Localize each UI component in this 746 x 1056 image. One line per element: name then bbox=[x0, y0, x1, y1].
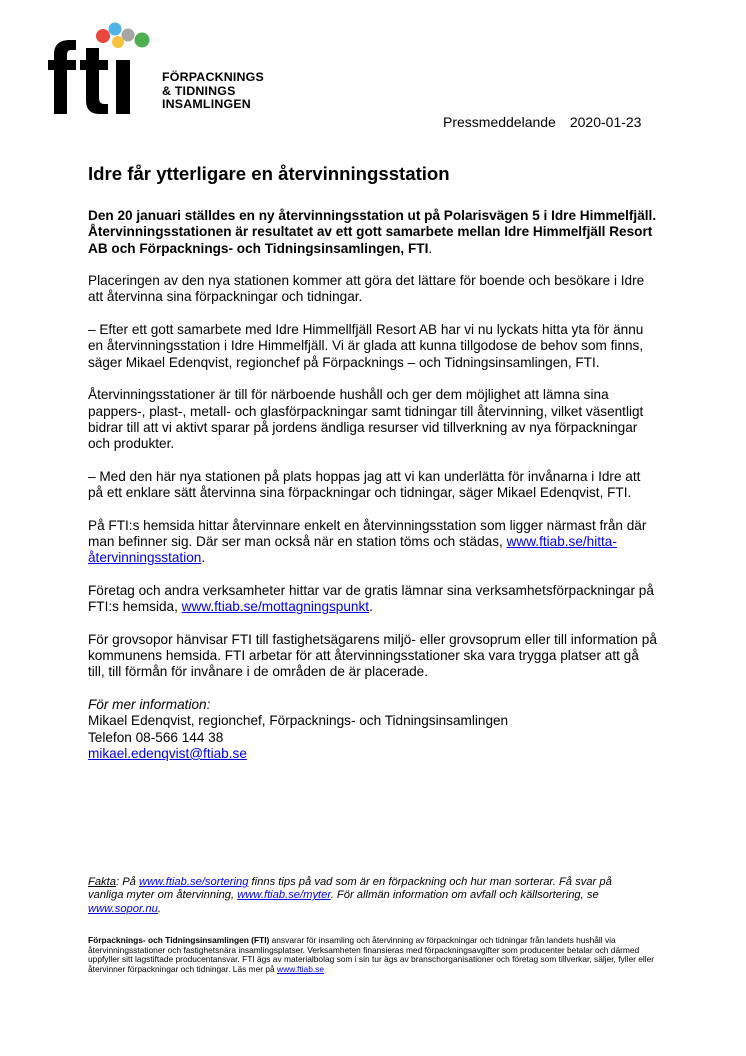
lead-paragraph bbox=[88, 208, 658, 257]
press-label: Pressmeddelande bbox=[443, 114, 556, 130]
footer-about bbox=[88, 936, 658, 974]
contact-block bbox=[88, 697, 508, 762]
page-title: Idre får ytterligare en återvinningsstation bbox=[88, 163, 450, 184]
logo-wordmark bbox=[162, 71, 264, 112]
logo-dot-blue bbox=[109, 23, 122, 36]
footer-org-name: Förpacknings- och Tidningsinsamlingen (FTI) bbox=[88, 935, 270, 945]
fakta-text-4: . bbox=[157, 902, 161, 915]
logo-line-3: INSAMLINGEN bbox=[162, 97, 251, 111]
lead-end: . bbox=[428, 240, 433, 256]
footer-text: ansvarar för insamling och återvinning av förpackningar och tidningar från landets hushåll via återvinningsstationer och fastighetsnära insamlingsplatser. Verksamheten finansieras med förpackningsavgifter som producenter betalar och därmed uppfyller sitt lagstiftade producentansvar. FTI ägs av materialbolag som i sin tur ägs av branschorganisationer och företag som tillverkar, säljer, fyller eller återvinner förpackningar och tidningar. Läs mer på bbox=[88, 935, 655, 974]
lead-text: Den 20 januari ställdes en ny återvinningsstation ut på Polarisvägen 5 i Idre Himmelfjäll. Återvinningsstationen är resultatet av ett gott samarbete mellan Idre Himmelfjäll Resort AB och Förpacknings- och Tidningsinsamlingen, FTI bbox=[88, 208, 657, 256]
article-body bbox=[88, 208, 658, 697]
fakta-note bbox=[88, 876, 648, 916]
paragraph-3: Återvinningsstationer är till för närboende hushåll och ger dem möjlighet att lämna sina pappers-, plast-, metall- och glasförpackningar samt tidningar till återvinning, vilket väsentligt bidrar till att vi aktivt sparar på jordens ändliga resurser vid tillverkning av nya förpackningar och produkter. bbox=[88, 387, 644, 452]
paragraph-1: Placeringen av den nya stationen kommer att göra det lättare för boende och besökare i Idre att återvinna sina förpackningar och tidningar. bbox=[88, 273, 645, 305]
logo-dot-yellow bbox=[112, 36, 124, 48]
contact-email-link[interactable]: mikael.edenqvist@ftiab.se bbox=[88, 745, 247, 761]
paragraph-6 bbox=[88, 583, 658, 616]
logo-line-1: FÖRPACKNINGS bbox=[162, 70, 264, 84]
fti-logo-mark bbox=[48, 22, 160, 122]
myths-link[interactable]: www.ftiab.se/myter bbox=[237, 889, 331, 902]
fakta-text-2: finns tips på vad som är en förpackning och hur man sorterar. Få svar på vanliga myter om återvinning, bbox=[88, 876, 612, 902]
paragraph-6-text: Företag och andra verksamheter hittar var de gratis lämnar sina verksamhetsförpackningar på FTI:s hemsida, bbox=[88, 582, 654, 615]
paragraph-7: För grovsopor hänvisar FTI till fastighetsägarens miljö- eller grovsoprum eller till information på kommunens hemsida. FTI arbetar för att återvinningsstationer ska vara trygga platser att gå till, till förmån för invånare i de områden de är placerade. bbox=[88, 631, 657, 680]
station-finder-link[interactable]: www.ftiab.se/hitta-återvinningsstation bbox=[88, 533, 617, 566]
sorting-link[interactable]: www.ftiab.se/sortering bbox=[139, 876, 249, 888]
press-date: 2020-01-23 bbox=[569, 114, 642, 130]
paragraph-6-end: . bbox=[369, 599, 373, 615]
sopor-link[interactable]: www.sopor.nu bbox=[88, 902, 158, 915]
press-header bbox=[443, 114, 641, 130]
paragraph-2: – Efter ett gott samarbete med Idre Himmellfjäll Resort AB har vi nu lyckats hitta yta för ännu en återvinningsstation i Idre Himmelfjäll. Vi är glada att kunna tillgodose de behov som finns, säger Mikael Edenqvist, regionchef på Förpacknings – och Tidningsinsamlingen, FTI. bbox=[88, 322, 644, 370]
paragraph-4: – Med den här nya stationen på plats hoppas jag att vi kan underlätta för invånarna i Idre att på ett enklare sätt återvinna sina förpackningar och tidningar, säger Mikael Edenqvist, FTI. bbox=[88, 468, 641, 501]
logo-line-2: & TIDNINGS bbox=[162, 83, 236, 98]
fakta-text-3: . För allmän information om avfall och källsortering, se bbox=[330, 889, 599, 902]
paragraph-5 bbox=[88, 518, 658, 567]
contact-heading: För mer information: bbox=[88, 697, 211, 712]
reception-point-link[interactable]: www.ftiab.se/mottagningspunkt bbox=[181, 599, 370, 615]
logo-dot-green bbox=[135, 33, 150, 48]
fti-logo bbox=[48, 22, 288, 122]
contact-name: Mikael Edenqvist, regionchef, Förpacknings- och Tidningsinsamlingen bbox=[88, 713, 509, 729]
contact-phone: Telefon 08-566 144 38 bbox=[88, 729, 224, 745]
paragraph-5-text: På FTI:s hemsida hittar återvinnare enkelt en återvinningsstation som ligger närmast från där man befinner sig. Där ser man också när en station töms och städas, bbox=[88, 517, 647, 549]
logo-dot-red bbox=[96, 29, 110, 43]
fakta-text-1: : På bbox=[115, 876, 139, 888]
fakta-label: Fakta bbox=[88, 876, 116, 888]
paragraph-5-end: . bbox=[201, 550, 206, 566]
footer-website-link[interactable]: www.ftiab.se bbox=[277, 963, 325, 974]
